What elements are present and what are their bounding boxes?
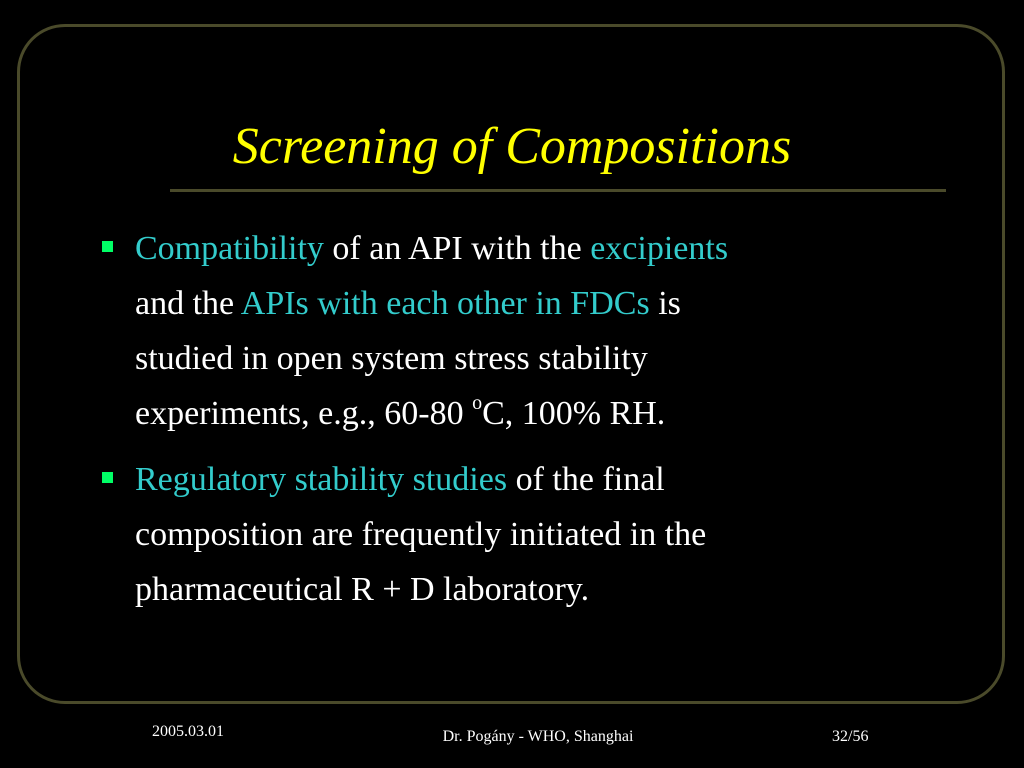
body-text: pharmaceutical R + D laboratory.	[135, 571, 590, 608]
body-text: of an API with the	[323, 230, 591, 267]
bullet-line	[135, 386, 915, 441]
highlight-text: APIs with each other in FDCs	[240, 285, 650, 322]
body-text: is	[649, 285, 681, 322]
footer-date: 2005.03.01	[152, 723, 224, 740]
bullet-list	[95, 221, 915, 628]
body-text: studied in open system stress stability	[135, 340, 648, 377]
body-text: and the	[135, 285, 241, 322]
bullet-item-compatibility	[95, 221, 915, 441]
highlight-text: excipients	[590, 230, 729, 267]
square-bullet-icon	[102, 241, 113, 252]
bullet-line	[135, 452, 915, 507]
highlight-text: Regulatory stability studies	[135, 461, 508, 498]
bullet-line	[135, 331, 915, 386]
slide-title: Screening of Compositions	[232, 118, 792, 175]
bullet-line	[135, 276, 915, 331]
footer-author: Dr. Pogány - WHO, Shanghai	[442, 728, 634, 745]
title-divider	[170, 189, 946, 192]
bullet-line	[135, 221, 915, 276]
degree-superscript: o	[472, 392, 483, 414]
body-text: composition are frequently initiated in the	[135, 516, 707, 553]
body-text: C, 100% RH.	[482, 395, 666, 432]
highlight-text: Compatibility	[135, 230, 324, 267]
body-text: of the final	[507, 461, 665, 498]
bullet-line	[135, 562, 915, 617]
square-bullet-icon	[102, 472, 113, 483]
bullet-item-regulatory	[95, 452, 915, 617]
bullet-line	[135, 507, 915, 562]
footer-page-number: 32/56	[832, 728, 869, 745]
body-text: experiments, e.g., 60-80	[135, 395, 473, 432]
